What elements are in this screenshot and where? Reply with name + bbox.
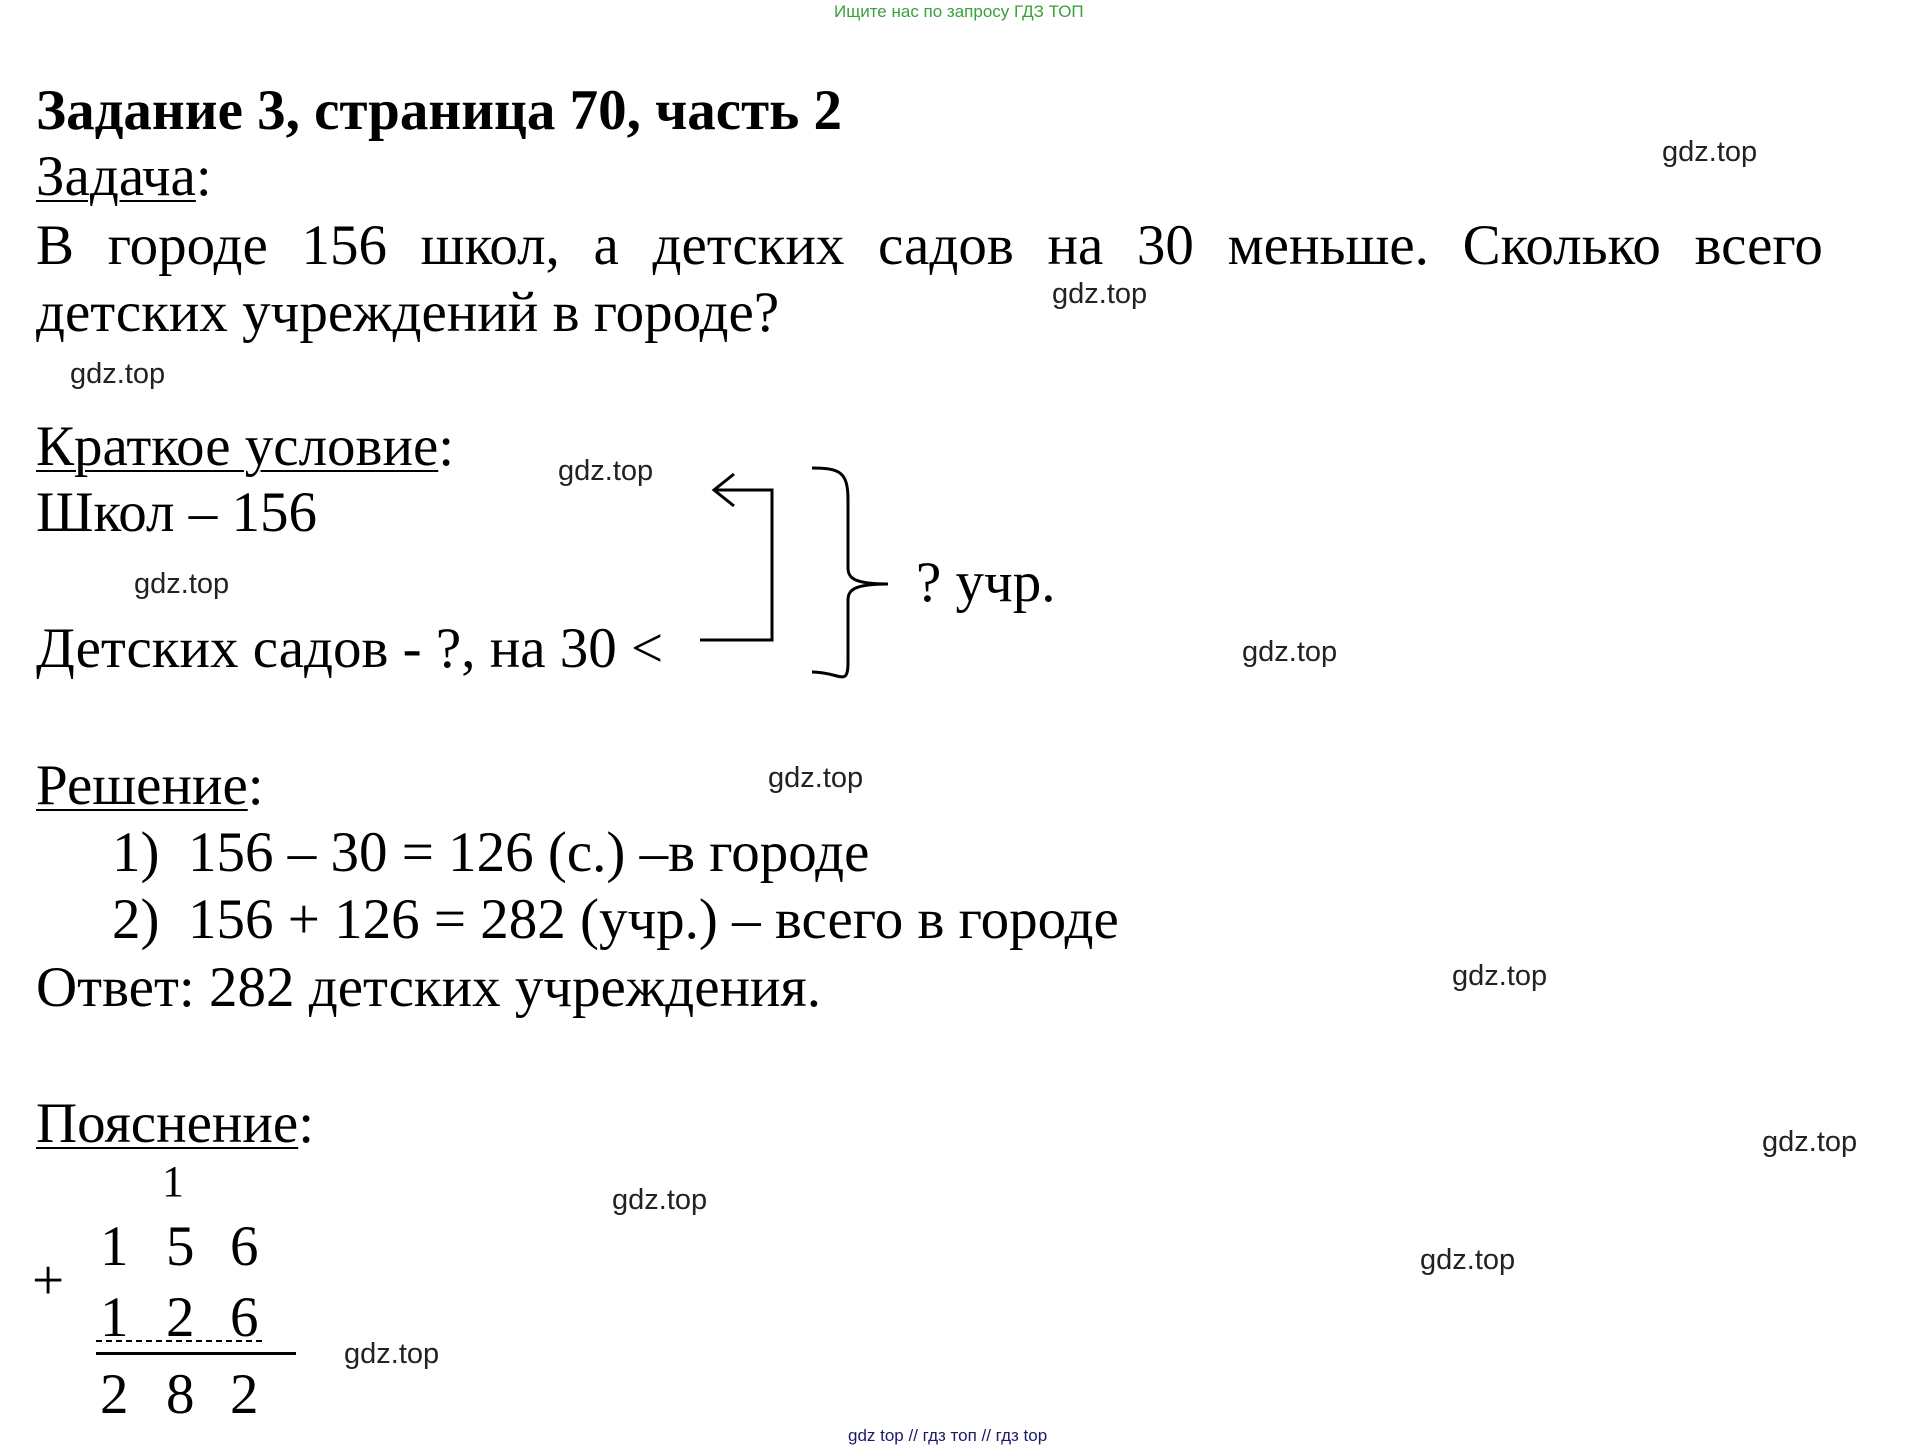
addend2-underline	[96, 1340, 262, 1342]
step-number: 2)	[112, 888, 160, 951]
explanation-label-row: Пояснение:	[36, 1092, 315, 1155]
plus-sign: +	[32, 1249, 65, 1312]
task-label: Задача	[36, 145, 196, 208]
condition-row-kindergartens: Детских садов - ?, на 30 <	[36, 617, 664, 680]
answer: Ответ: 282 детских учреждения.	[36, 956, 821, 1019]
sum-digit: 2	[100, 1363, 129, 1426]
watermark: gdz.top	[1452, 960, 1548, 992]
watermark: gdz.top	[1662, 136, 1758, 168]
task-word: детских	[652, 214, 845, 277]
step-number: 1)	[112, 821, 160, 884]
addend2-digit: 2	[166, 1286, 195, 1349]
page-title: Задание 3, страница 70, часть 2	[36, 79, 842, 142]
watermark: gdz.top	[344, 1338, 440, 1370]
addend1-digit: 6	[230, 1215, 259, 1278]
task-word: В	[36, 214, 75, 277]
solution-step-1	[112, 821, 870, 884]
comparison-arrow	[700, 474, 772, 640]
condition-diagram	[690, 450, 900, 690]
task-word: городе	[107, 214, 268, 277]
task-word: 156	[301, 214, 387, 277]
task-word: на	[1047, 214, 1104, 277]
task-word: а	[593, 214, 619, 277]
watermark: gdz.top	[612, 1184, 708, 1216]
watermark: gdz.top	[1242, 636, 1338, 668]
task-word: 30	[1136, 214, 1194, 277]
step-text: 156 – 30 = 126 (с.) –в городе	[187, 821, 870, 884]
task-word: садов	[878, 214, 1014, 277]
carry-digit: 1	[162, 1157, 184, 1206]
sum-digit: 8	[166, 1363, 195, 1426]
task-text-line2: детских учреждений в городе?	[36, 281, 780, 344]
watermark: gdz.top	[768, 762, 864, 794]
solution-label-row: Решение:	[36, 754, 264, 817]
sum-line	[96, 1352, 296, 1355]
footer-links: gdz top // гдз топ // гдз top	[848, 1426, 1048, 1445]
condition-label: Краткое условие	[36, 415, 439, 478]
task-word: школ,	[420, 214, 560, 277]
sum-digit: 2	[230, 1363, 259, 1426]
solution-label: Решение	[36, 754, 248, 817]
addend1-digit: 5	[166, 1215, 195, 1278]
solution-step-2	[112, 888, 1119, 951]
watermark: gdz.top	[558, 455, 654, 487]
task-word: меньше.	[1227, 214, 1429, 277]
condition-total: ? учр.	[916, 551, 1056, 614]
watermark: gdz.top	[134, 568, 230, 600]
watermark: gdz.top	[1052, 278, 1148, 310]
watermark: gdz.top	[1762, 1126, 1858, 1158]
addend1-digit: 1	[100, 1215, 129, 1278]
watermark: gdz.top	[70, 358, 166, 390]
top-banner: Ищите нас по запросу ГДЗ ТОП	[834, 2, 1084, 21]
watermark: gdz.top	[1420, 1244, 1516, 1276]
task-text-line1	[36, 214, 1823, 277]
task-word: Сколько	[1462, 214, 1661, 277]
addend2-digit: 6	[230, 1286, 259, 1349]
total-brace	[812, 468, 888, 677]
condition-row-schools: Школ – 156	[36, 481, 317, 544]
addend2-digit: 1	[100, 1286, 129, 1349]
task-label-row: Задача:	[36, 145, 212, 208]
task-word: всего	[1694, 214, 1823, 277]
explanation-label: Пояснение	[36, 1092, 299, 1155]
step-text: 156 + 126 = 282 (учр.) – всего в городе	[187, 888, 1119, 951]
condition-label-row: Краткое условие:	[36, 415, 455, 478]
